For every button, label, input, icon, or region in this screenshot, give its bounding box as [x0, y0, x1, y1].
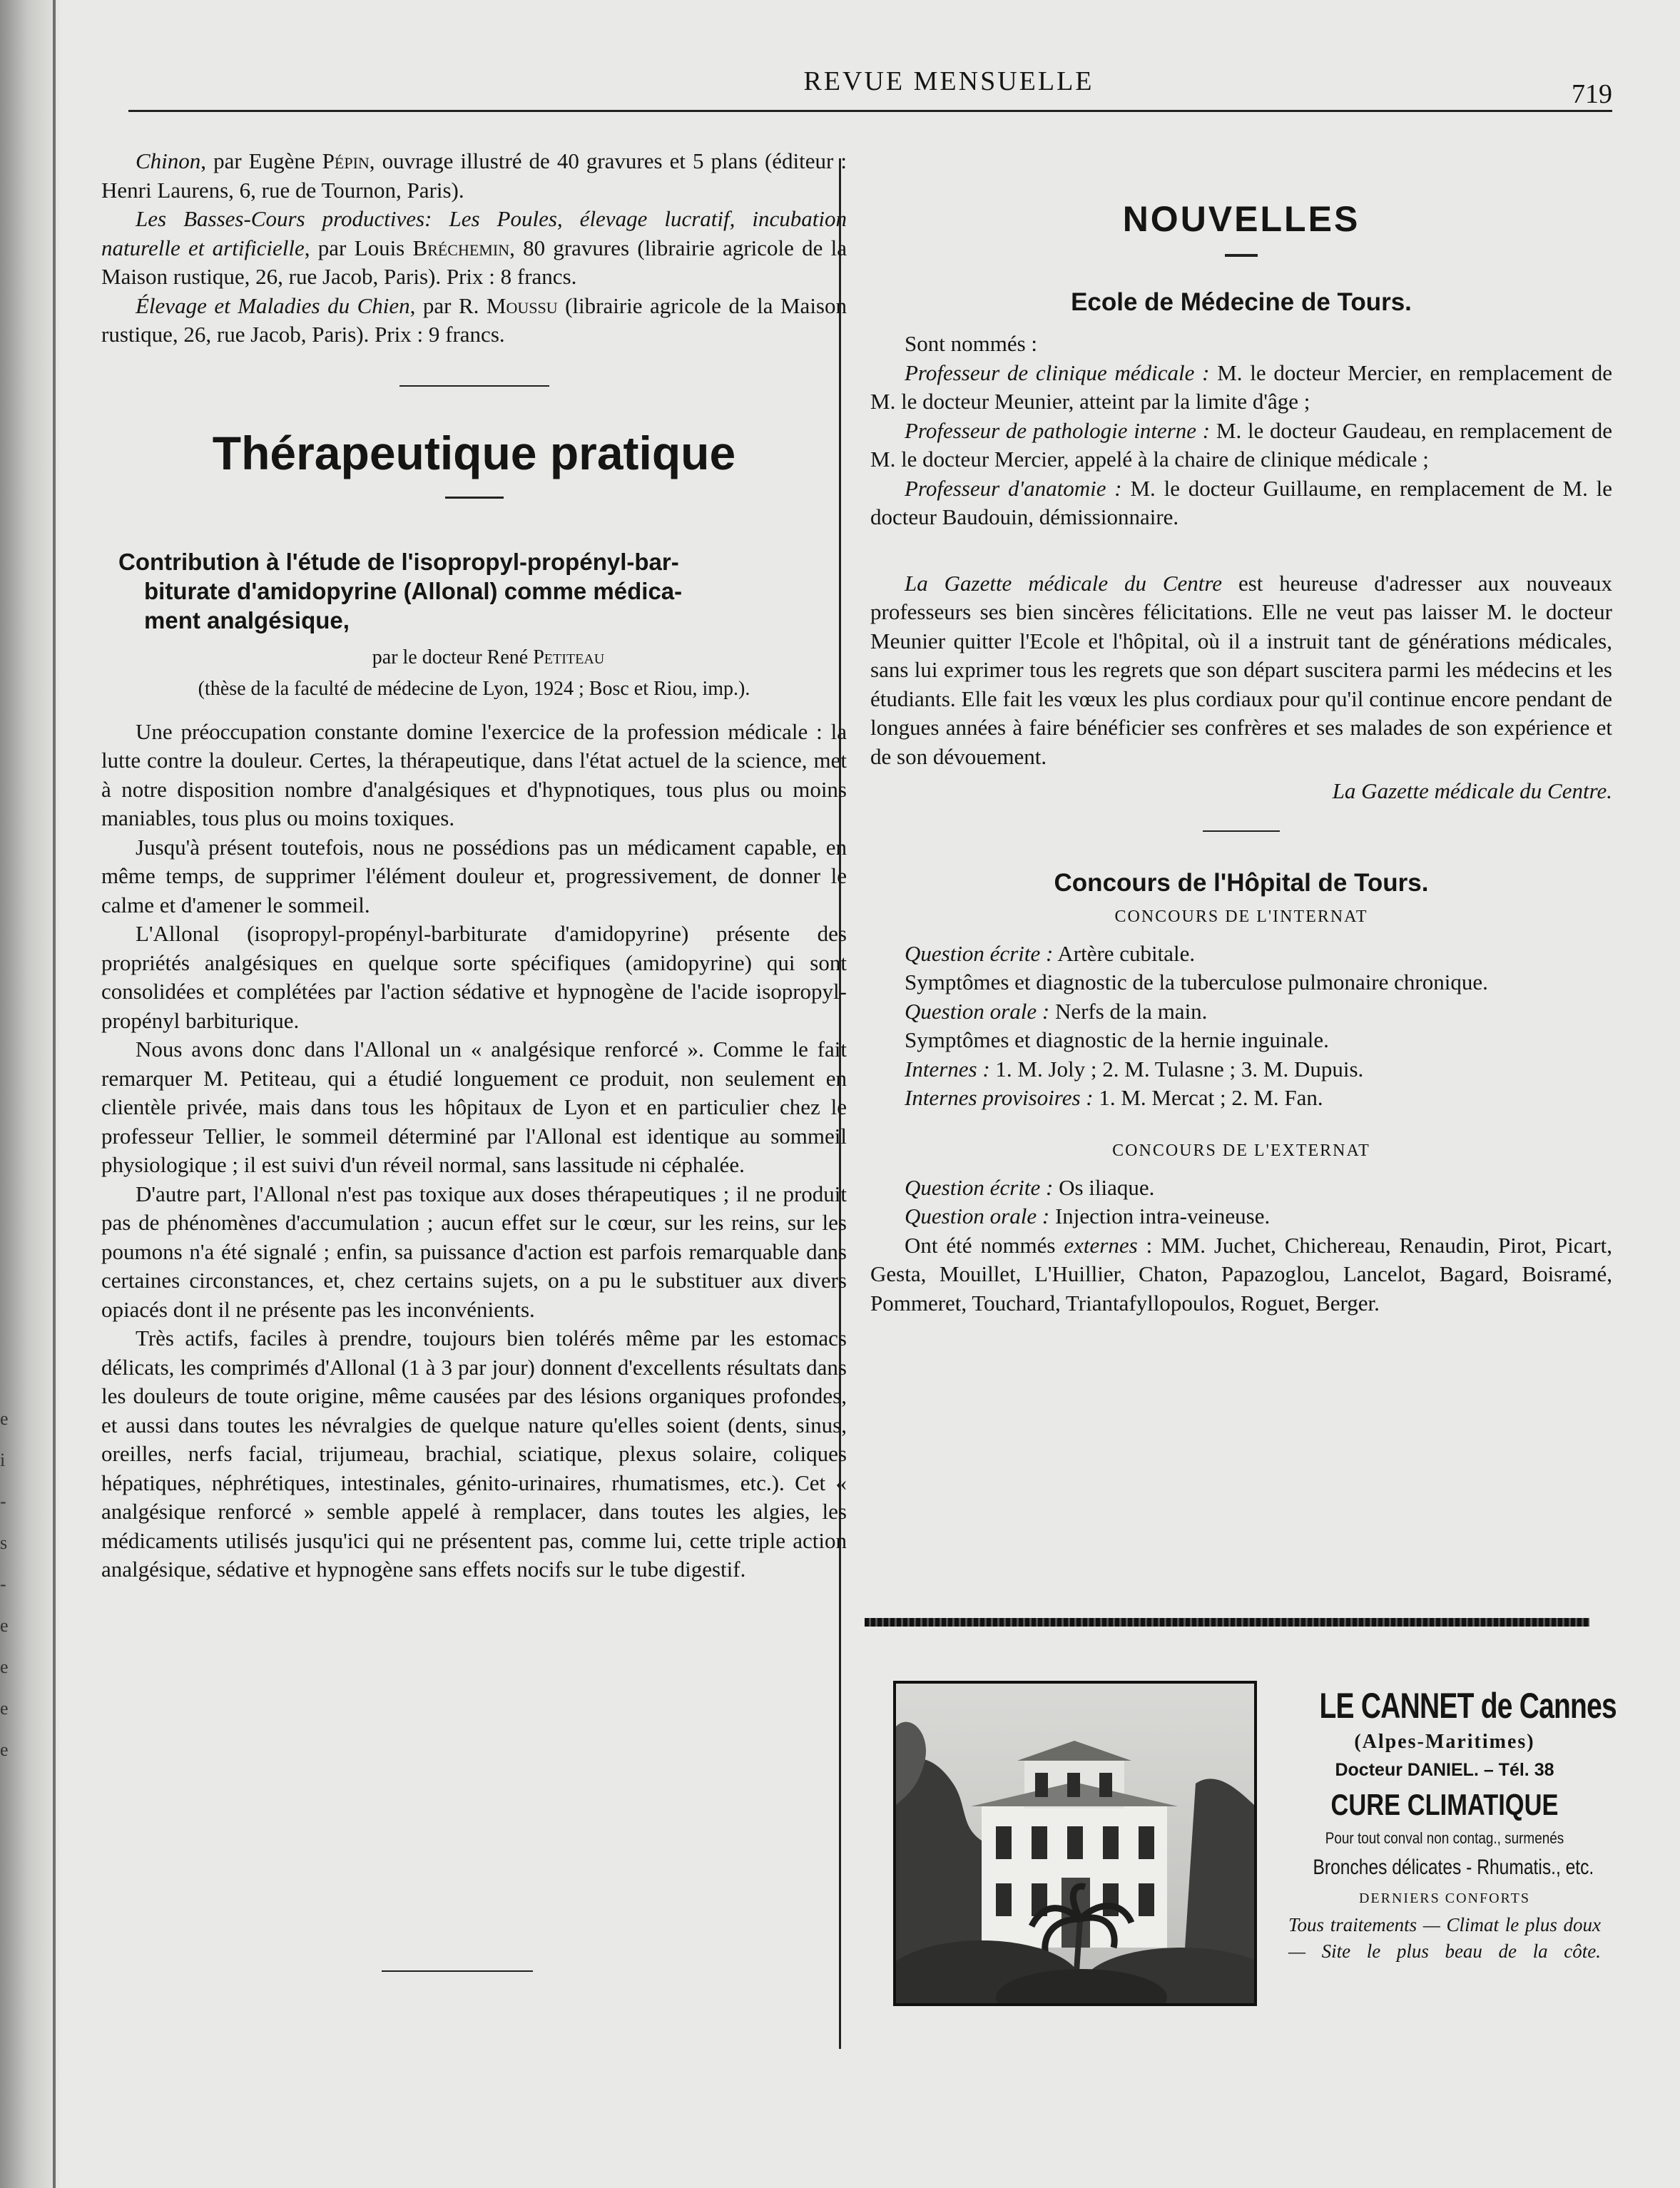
- article-paragraph: L'Allonal (isopropyl-propényl-barbiturate d'amidopyrine) présente des propriétés analgésiques en quelque sorte spécifiques (amidopyrine) qui sont consolidées et complétées par l'action sédative et hypnogène de l'acide isopropyl-propényl barbiturique.: [101, 921, 847, 1033]
- internat-line: Internes : 1. M. Joly ; 2. M. Tulasne ; 3. M. Dupuis.: [905, 1056, 1364, 1082]
- appointment: Professeur de pathologie interne : M. le docteur Gaudeau, en remplacement de M. le docteur Mercier, appelé à la chaire de clinique médicale ;: [870, 417, 1612, 472]
- article-title: Contribution à l'étude de l'isopropyl-propényl-bar- biturate d'amidopyrine (Allonal) comme médica- ment analgésique,: [118, 548, 683, 633]
- title-underline: [445, 497, 504, 499]
- article-paragraph: D'autre part, l'Allonal n'est pas toxique aux doses thérapeutiques ; il ne produit pas de phénomènes d'accumulation ; aucun effet sur le cœur, sur les reins, sur les poumons n'a été signalé ; enfin, sa puissance d'action est parfois remarquable dans certaines circonstances, et, chez certains sujets, on a pu le substituer aux divers opiacés dont il ne présente pas les inconvénients.: [101, 1181, 847, 1322]
- ad-doctor: Docteur DANIEL. – Tél. 38: [1335, 1760, 1554, 1780]
- ad-line: Bronches délicates - Rhumatis., etc.: [1313, 1856, 1594, 1879]
- ecole-heading: Ecole de Médecine de Tours.: [1071, 288, 1412, 316]
- internat-heading: CONCOURS DE L'INTERNAT: [1114, 907, 1368, 926]
- section-separator: [399, 385, 549, 387]
- ad-conforts: DERNIERS CONFORTS: [1358, 1891, 1531, 1906]
- section-separator: [1203, 830, 1280, 832]
- header-rule: [128, 110, 1612, 112]
- article-byline: par le docteur René Petiteau: [372, 646, 605, 668]
- externat-line: Question écrite : Os iliaque.: [905, 1174, 1155, 1200]
- advertisement-text: [1284, 1684, 1617, 1965]
- article-paragraph: Jusqu'à présent toutefois, nous ne possédions pas un médicament capable, en même temps, de supprimer l'élément douleur et, progressivement, de donner le calme et d'amener le sommeil.: [101, 834, 847, 917]
- internat-line: Question écrite : Artère cubitale.: [905, 940, 1196, 966]
- page-number: 719: [1572, 79, 1612, 109]
- ad-region: (Alpes-Maritimes): [1354, 1731, 1535, 1753]
- gazette-signature: La Gazette médicale du Centre.: [1332, 778, 1612, 803]
- title-underline: [1225, 254, 1258, 257]
- concours-heading: Concours de l'Hôpital de Tours.: [1054, 868, 1429, 897]
- externat-line: Question orale : Injection intra-veineuse.: [905, 1204, 1271, 1228]
- internat-line: Symptômes et diagnostic de la tuberculose pulmonaire chronique.: [905, 970, 1488, 994]
- right-column: [870, 147, 1612, 1318]
- section-title-therapeutique: Thérapeutique pratique: [212, 426, 736, 479]
- ad-tagline: Tous traitements — Climat le plus doux — Site le plus beau de la côte.: [1288, 1914, 1601, 1962]
- running-head: [128, 66, 1612, 116]
- article-paragraph: Nous avons donc dans l'Allonal un « analgésique renforcé ». Comme le fait remarquer M. Petiteau, qui a étudié longuement ce produit, non seulement en clientèle privée, mais dans tous les hôpitaux de Lyon et en particulier chez le professeur Tellier, le sommeil déterminé par l'Allonal est identique au sommeil physiologique ; il est suivi d'un réveil normal, sans lassitude ni céphalée.: [101, 1037, 847, 1177]
- externat-line: Ont été nommés externes : MM. Juchet, Chichereau, Renaudin, Pirot, Picart, Gesta, Mouillet, L'Huillier, Chaton, Papazoglou, Lancelot, Bagard, Boisramé, Pommeret, Touchard, Triantafyllopoulos, Roguet, Berger.: [870, 1232, 1612, 1316]
- internat-line: Symptômes et diagnostic de la hernie inguinale.: [905, 1027, 1329, 1052]
- internat-line: Question orale : Nerfs de la main.: [905, 998, 1208, 1024]
- nommes-intro: Sont nommés :: [905, 331, 1038, 356]
- running-title: REVUE MENSUELLE: [803, 66, 1094, 96]
- bibliography-entry: Les Basses-Cours productives: Les Poules, élevage lucratif, incubation naturelle et artificielle, par Louis Bréchemin, 80 gravures (librairie agricole de la Maison rustique, 26, rue Jacob, Paris). Prix : 8 francs.: [101, 206, 847, 289]
- page-binding-edge: [0, 0, 61, 2188]
- bibliography-entry: Chinon, par Eugène Pépin, ouvrage illustré de 40 gravures et 5 plans (éditeur : Henri Laurens, 6, rue de Tournon, Paris).: [101, 148, 847, 203]
- appointment: Professeur de clinique médicale : M. le docteur Mercier, en remplacement de M. le docteur Meunier, atteint par la limite d'âge ;: [870, 360, 1612, 414]
- gazette-paragraph: La Gazette médicale du Centre est heureuse d'adresser aux nouveaux professeurs ses bien sincères félicitations. Elle ne veut pas laisser M. le docteur Meunier quitter l'Ecole et l'hôpital, où il a instruit tant de générations médicales, sans lui exprimer tous les regrets que son départ suscitera parmi les médecins et les étudiants. Elle fait les vœux les plus cordiaux pour qu'il continue encore pendant de longues années à faire bénéficier ses confrères et ses malades de son expérience et de son dévouement.: [870, 570, 1612, 769]
- ad-resort-name: LE CANNET de Cannes: [1319, 1686, 1617, 1726]
- article-paragraph: Très actifs, faciles à prendre, toujours bien tolérés même par les estomacs délicats, les comprimés d'Allonal (1 à 3 par jour) donnent d'excellents résultats dans les douleurs de toute origine, même causées par des lésions organiques profondes, et aussi dans toutes les névralgies de quelque nature qu'elles soient (dents, sinus, oreilles, nerfs facial, trijumeau, brachial, sciatique, plexus solaire, coliques hépatiques, néphrétiques, intestinales, génito-urinaires, rhumatismes, etc.). Cet « analgésique renforcé » semble appelé à remplacer, dans toutes les algies, les médicaments utilisés jusqu'ici qui ne présentent pas, comme lui, cette triple action analgésique, sédative et hypnogène sans effets nocifs sur le tube digestif.: [101, 1325, 847, 1582]
- thesis-reference: (thèse de la faculté de médecine de Lyon, 1924 ; Bosc et Riou, imp.).: [198, 677, 750, 700]
- ad-line: Pour tout conval non contag., surmenés: [1325, 1829, 1564, 1847]
- bibliography-entry: Élevage et Maladies du Chien, par R. Moussu (librairie agricole de la Maison rustique, 26, rue Jacob, Paris). Prix : 9 francs.: [101, 292, 847, 347]
- villa-photograph: [893, 1681, 1257, 2006]
- left-column: [101, 147, 847, 1584]
- section-title-nouvelles: NOUVELLES: [1122, 199, 1360, 239]
- ad-cure-title: CURE CLIMATIQUE: [1330, 1788, 1559, 1821]
- article-body: [101, 718, 847, 1584]
- end-rule: [382, 1970, 533, 1972]
- internat-line: Internes provisoires : 1. M. Mercat ; 2. M. Fan.: [905, 1085, 1323, 1110]
- advertisement-border: [865, 1618, 1589, 1627]
- appointment: Professeur d'anatomie : M. le docteur Guillaume, en remplacement de M. le docteur Baudouin, démissionnaire.: [870, 475, 1613, 529]
- externat-heading: CONCOURS DE L'EXTERNAT: [1112, 1141, 1370, 1160]
- article-paragraph: Une préoccupation constante domine l'exercice de la profession médicale : la lutte contre la douleur. Certes, la thérapeutique, dans l'état actuel de la science, met à notre disposition nombre d'analgésiques et d'hypnotiques, tous plus ou moins maniables, tous plus ou moins toxiques.: [101, 718, 847, 830]
- margin-fragments: e i - s - e e e e: [0, 1408, 9, 1760]
